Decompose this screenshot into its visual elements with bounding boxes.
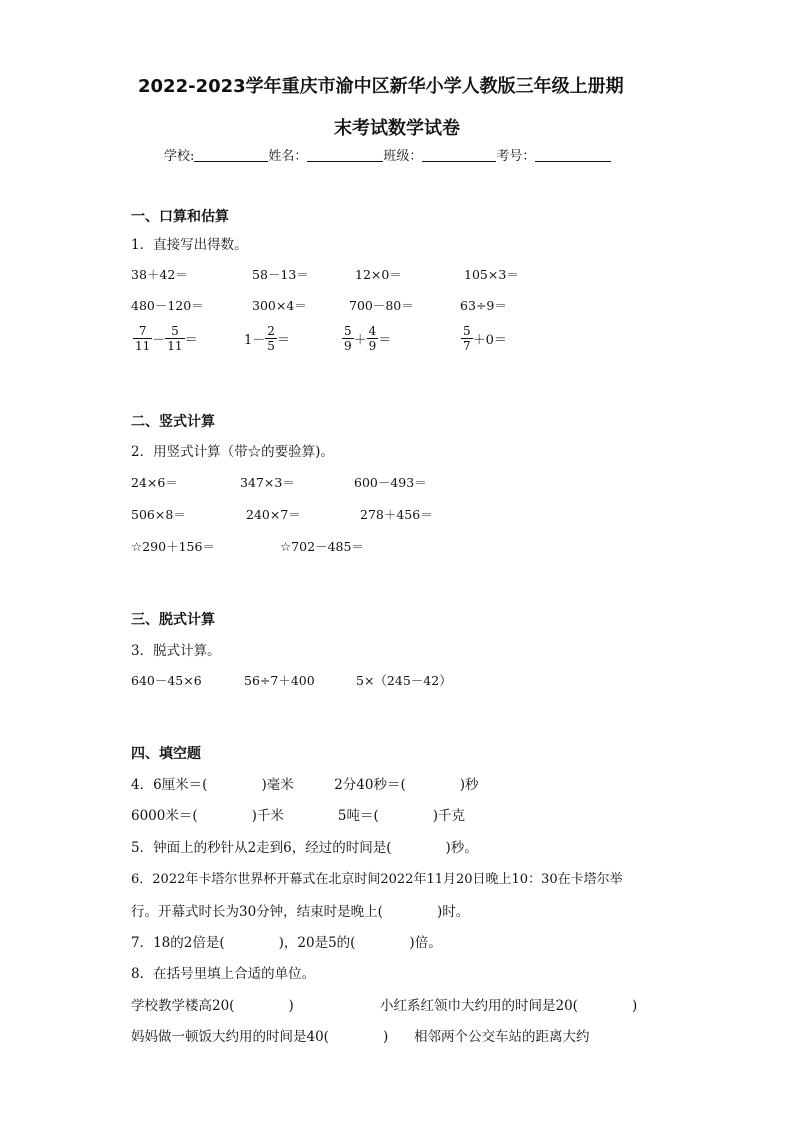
- question-1: 1．直接写出得数。: [131, 237, 248, 253]
- calc-item: 278＋456＝: [360, 507, 433, 522]
- calc-item: 58－13＝: [252, 267, 309, 282]
- question-2: 2．用竖式计算（带☆的要验算)。: [131, 444, 334, 460]
- page-title-line2: 末考试数学试卷: [334, 118, 460, 139]
- calc-item: 38＋42＝: [131, 267, 188, 282]
- section-heading-4: 四、填空题: [131, 746, 201, 762]
- fraction-item: $\frac{7}{11}$ － $\frac{5}{11}$ ＝: [135, 324, 198, 353]
- calc-item: ☆290＋156＝: [131, 539, 215, 554]
- question-6-line1: 6．2022年卡塔尔世界杯开幕式在北京时间2022年11月20日晚上10：30在卡塔尔举: [131, 872, 623, 887]
- fraction: $\frac{5}{11}$: [167, 324, 183, 353]
- calc-item: 506×8＝: [131, 507, 186, 522]
- page-title-line1: 2022-2023学年重庆市渝中区新华小学人教版三年级上册期: [138, 76, 624, 97]
- section-heading-1: 一、口算和估算: [131, 209, 229, 225]
- fraction: $\frac{4}{9}$: [368, 324, 377, 353]
- number-label: 考号：: [496, 149, 536, 164]
- calc-item: 240×7＝: [246, 507, 301, 522]
- calc-item: ☆702－485＝: [280, 539, 364, 554]
- calc-item: 347×3＝: [240, 475, 295, 490]
- name-blank[interactable]: [307, 148, 383, 162]
- fraction: $\frac{2}{5}$: [267, 324, 275, 353]
- fraction: $\frac{5}{7}$: [463, 324, 471, 353]
- calc-item: 640－45×6: [131, 673, 202, 688]
- question-7: 7．18的2倍是( )，20是5的( )倍。: [131, 935, 442, 951]
- calc-item: 12×0＝: [355, 267, 402, 282]
- question-8-item: 相邻两个公交车站的距离大约: [414, 1029, 590, 1045]
- class-label: 班级：: [383, 149, 423, 164]
- calc-item: 700－80＝: [349, 298, 414, 313]
- calc-item: 300×4＝: [252, 298, 307, 313]
- section-heading-3: 三、脱式计算: [131, 612, 215, 628]
- calc-item: 105×3＝: [464, 267, 519, 282]
- question-6-line2: 行。开幕式时长为30分钟，结束时是晚上( )时。: [131, 904, 470, 920]
- school-blank[interactable]: [194, 148, 268, 162]
- fraction-item: $\frac{5}{7}$ ＋0＝: [463, 324, 507, 353]
- number-blank[interactable]: [535, 148, 611, 162]
- school-label: 学校:: [164, 149, 195, 164]
- question-8-item: 学校教学楼高20( ): [131, 998, 294, 1014]
- fraction-item: $\frac{5}{9}$ ＋ $\frac{4}{9}$ ＝: [344, 324, 392, 353]
- calc-item: 24×6＝: [131, 475, 178, 490]
- section-heading-2: 二、竖式计算: [131, 414, 215, 430]
- fraction: $\frac{7}{11}$: [135, 324, 151, 353]
- fraction: $\frac{5}{9}$: [344, 324, 352, 353]
- class-blank[interactable]: [422, 148, 496, 162]
- question-8-item: 小红系红领巾大约用的时间是20( ): [380, 998, 638, 1014]
- calc-item: 63÷9＝: [460, 298, 507, 313]
- question-8: 8．在括号里填上合适的单位。: [131, 966, 316, 982]
- calc-item: 480－120＝: [131, 298, 204, 313]
- calc-item: 600－493＝: [354, 475, 427, 490]
- question-5: 5．钟面上的秒针从2走到6，经过的时间是( )秒。: [131, 840, 478, 856]
- question-4-line1: 4．6厘米＝( )毫米 2分40秒＝( )秒: [131, 777, 479, 793]
- calc-item: 56÷7＋400: [244, 673, 315, 688]
- question-4-line2: 6000米＝( )千米 5吨＝( )千克: [131, 808, 466, 824]
- student-info: [164, 145, 611, 164]
- question-8-item: 妈妈做一顿饭大约用的时间是40( ): [131, 1029, 389, 1045]
- calc-item: 5×（245－42）: [356, 673, 452, 688]
- fraction-item: 1－ $\frac{2}{5}$ ＝: [244, 324, 290, 353]
- name-label: 姓名：: [268, 149, 308, 164]
- question-3: 3．脱式计算。: [131, 643, 221, 659]
